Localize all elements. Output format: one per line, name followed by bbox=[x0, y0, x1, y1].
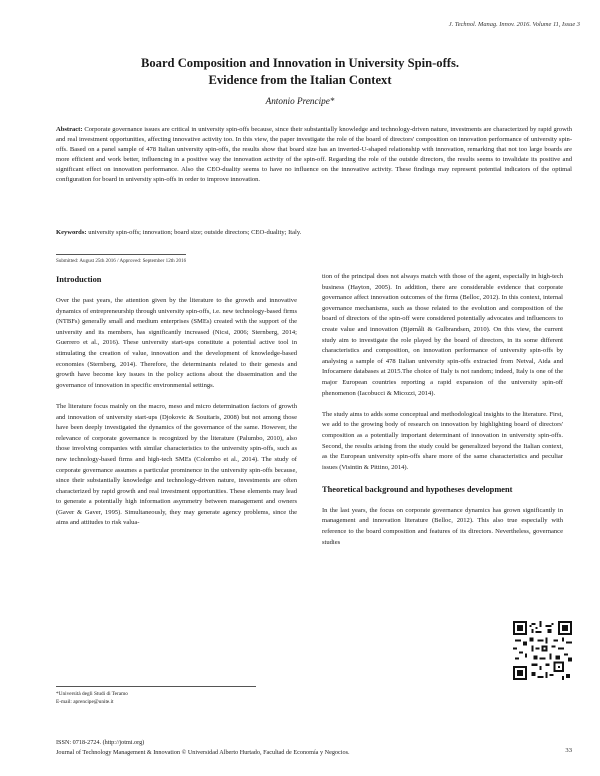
author-email: E-mail: aprencipe@unite.it bbox=[56, 699, 114, 705]
qr-code-icon bbox=[513, 621, 572, 680]
keywords-label: Keywords: bbox=[56, 229, 87, 236]
author-name: Antonio Prencipe* bbox=[265, 96, 335, 106]
affiliation: *Università degli Studi di Teramo bbox=[56, 691, 128, 697]
title-line-2: Evidence from the Italian Context bbox=[208, 73, 392, 87]
right-column bbox=[322, 272, 563, 559]
introduction-heading: Introduction bbox=[56, 275, 102, 284]
keywords bbox=[56, 228, 572, 238]
body-paragraph: In the last years, the focus on corporate governance dynamics has grown significantly in management and innovation literature (Belloc, 2012). This also true especially with reference to the board composition and features of its directors. Nevertheless, governance studies bbox=[322, 506, 563, 546]
journal-footer: Journal of Technology Management & Innovation © Universidad Alberto Hurtado, Facultad de Economía y Negocios. bbox=[56, 748, 350, 756]
title-line-1: Board Composition and Innovation in University Spin-offs. bbox=[140, 56, 460, 70]
body-paragraph: Over the past years, the attention given by the literature to the growth and innovative dynamics of entrepreneurship through university spin-offs, i.e. new technology-based firms (NTBFs) generally small and medium enterprises (SMEs) created with the support of the university and its members, has significantly increased (Nicsi, 2006; Sternberg, 2014; Guerrero et al., 2016). These university start-ups constitute a potential active tool in stimulating the creation of value, innovation and the development of knowledge-based economies (Sternberg, 2014). Therefore, the determinants related to their genesis and growth have become key issues in the policy actions about the dissemination and the governance of innovation in specific environmental settings. bbox=[56, 297, 297, 389]
issn: ISSN: 0718-2724. (http://jotmi.org) bbox=[56, 739, 145, 746]
author-footnote bbox=[56, 686, 256, 706]
abstract bbox=[56, 125, 572, 185]
left-column bbox=[56, 272, 297, 540]
keywords-text: university spin-offs; innovation; board size; outside directors; CEO-duality; Italy. bbox=[88, 229, 302, 236]
abstract-label: Abstract: bbox=[56, 126, 83, 133]
body-paragraph: tion of the principal does not always match with those of the agent, especially in high-tech business (Hayton, 2005). In addition, there are considerable evidence that corporate governance affect innovation outcomes of the firms (Belloc, 2012). In this context, internal governance mechanisms, such as those related to the evolution and composition of the board of directors of the spin-off were considered potentially advocates and influencers to create value and innovation (Bjørnåli & Gulbrandsen, 2010). On this view, the current study aim to investigate the role played by the board of directors, in its some different characteristics and composition, on innovation performance of university spin-offs by analysing a sample of 478 Italian university spin-offs extracted from Netval, Aida and Infocamere databases at 2015.The choice of Italy is not random; indeed, Italy is one of the major European countries reporting a rapid expansion of the university spin-off phenomenon (Iacobucci & Micozzi, 2014). bbox=[322, 273, 563, 397]
journal-reference: J. Technol. Manag. Innov. 2016. Volume 11, Issue 3 bbox=[448, 21, 580, 28]
paper-title bbox=[40, 55, 560, 89]
body-paragraph: The literature focus mainly on the macro, meso and micro determination factors of growth and innovation of university start-ups (Djokovic & Souitaris, 2008) but not among those have been deeply investigated the dynamics of the governance of the same. However, the relevance of corporate governance is recognized by the literature (Palumbo, 2010), also those involving companies with similar characteristics to the university spin-offs, such as new technology-based firms and high-tech SMEs (Colombo et al., 2014). The study of corporate governance assumes a particular prominence in the university spin-offs because, since their substantially knowledge and technology-driven nature, investments are often characterized by rapid growth and real investment opportunities. These elements may lead to generate a potentially high information asymmetry between management and owners (Gaver & Gaver, 1995). Simultaneously, they may generate agency problems, since the aims and attitudes to risk valua- bbox=[56, 402, 297, 527]
page-number: 33 bbox=[565, 747, 572, 754]
theory-heading: Theoretical background and hypotheses development bbox=[322, 484, 513, 494]
page-footer bbox=[56, 738, 350, 757]
abstract-text: Corporate governance issues are critical in university spin-offs because, since their substantially knowledge and technology-driven nature, investments are characterized by rapid growth and real investment opportunities, affecting innovative activity too. In this view, the paper investigate the role of the board of directors' composition on innovation performance of university spin-offs. Based on a panel sample of 478 Italian university spin-offs, the results show that board size has an inverted-U-shaped relationship with innovation, remarking that not too large boards are more efficient and work better, influencing in a positive way the innovation activity of the spin-off. Regarding the role of the outside directors, the results seems to invalidate its positive and significant effect on innovation performance. Also the CEO-duality seems to have no influence on the innovative activity. These findings may represent potential indicators of the optimal configuration for board in university spin-offs in order to improve innovation. bbox=[56, 126, 572, 184]
body-paragraph: The study aims to adds some conceptual and methodological insights to the literature. First, we add to the growing body of research on innovation by highlighting board of directors' composition as a potentially important determinant of innovation in university spin-offs. Second, the results arising from the study could be generalized beyond the Italian context, as the European university spin-offs share more of the same characteristics and peculiar issues (Visintin & Pittino, 2014). bbox=[322, 410, 563, 471]
submission-dates: Submitted: August 25th 2016 / Approved: September 12th 2016 bbox=[56, 254, 186, 264]
